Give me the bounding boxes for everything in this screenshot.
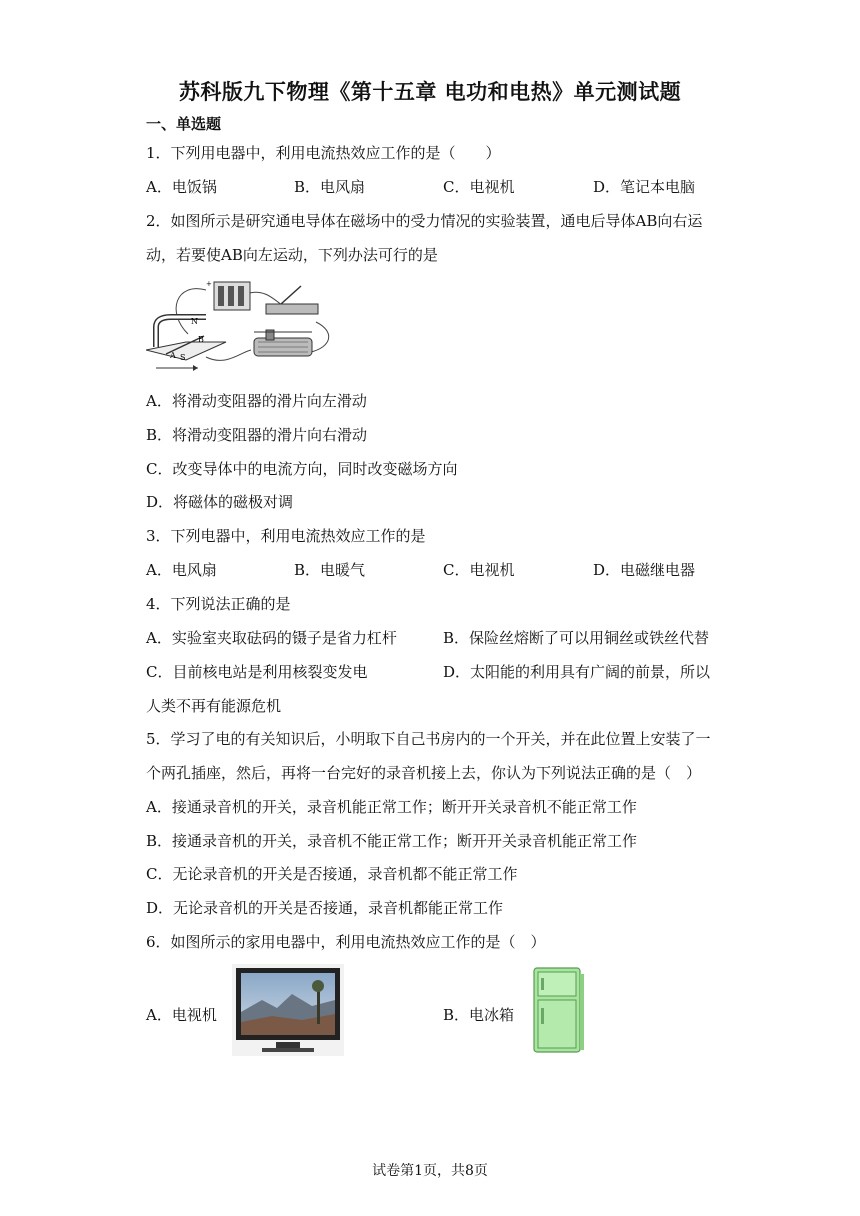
question-2-stem-line2: 动，若要使AB向左运动，下列办法可行的是 <box>146 246 438 264</box>
question-5-stem-line1: 5．学习了电的有关知识后，小明取下自己书房内的一个开关，并在此位置上安装了一 <box>146 730 711 748</box>
television-image <box>232 964 344 1056</box>
q3-option-d: D．电磁继电器 <box>593 561 696 579</box>
question-3-stem: 3．下列电器中，利用电流热效应工作的是 <box>146 527 426 545</box>
q4-option-a: A．实验室夹取砝码的镊子是省力杠杆 <box>146 629 397 647</box>
q4-option-c: C．目前核电站是利用核裂变发电 <box>146 663 368 681</box>
q1-option-a: A．电饭锅 <box>146 178 217 196</box>
q4-option-d-continuation: 人类不再有能源危机 <box>146 697 282 715</box>
q2-option-c: C．改变导体中的电流方向，同时改变磁场方向 <box>146 460 458 478</box>
question-6-stem: 6．如图所示的家用电器中，利用电流热效应工作的是（ ） <box>146 933 546 951</box>
q2-option-b: B．将滑动变阻器的滑片向右滑动 <box>146 426 368 444</box>
svg-text:S: S <box>180 353 186 362</box>
question-2-stem-line1: 2．如图所示是研究通电导体在磁场中的受力情况的实验装置，通电后导体AB向右运 <box>146 212 703 230</box>
section-heading: 一、单选题 <box>146 115 222 133</box>
q6-option-b: B．电冰箱 <box>443 1006 515 1024</box>
q1-option-c: C．电视机 <box>443 178 515 196</box>
q5-option-d: D．无论录音机的开关是否接通，录音机都能正常工作 <box>146 899 504 917</box>
q4-option-b: B．保险丝熔断了可以用铜丝或铁丝代替 <box>443 629 710 647</box>
question-5-stem-line2: 个两孔插座，然后，再将一台完好的录音机接上去，你认为下列说法正确的是（ ） <box>146 764 702 782</box>
q5-option-b: B．接通录音机的开关，录音机不能正常工作；断开开关录音机能正常工作 <box>146 832 638 850</box>
q3-option-b: B．电暖气 <box>294 561 366 579</box>
svg-text:B: B <box>198 335 204 344</box>
q1-option-d: D．笔记本电脑 <box>593 178 696 196</box>
q3-option-a: A．电风扇 <box>146 561 217 579</box>
svg-text:A: A <box>170 351 176 360</box>
refrigerator-image <box>530 966 586 1056</box>
q2-option-a: A．将滑动变阻器的滑片向左滑动 <box>146 392 367 410</box>
q3-option-c: C．电视机 <box>443 561 515 579</box>
question-4-stem: 4．下列说法正确的是 <box>146 595 291 613</box>
q5-option-c: C．无论录音机的开关是否接通，录音机都不能正常工作 <box>146 865 518 883</box>
q2-option-d: D．将磁体的磁极对调 <box>146 493 294 511</box>
q4-option-d: D．太阳能的利用具有广阔的前景，所以 <box>443 663 711 681</box>
magnetic-force-apparatus-figure <box>146 272 336 372</box>
page-title: 苏科版九下物理《第十五章 电功和电热》单元测试题 <box>178 80 682 104</box>
svg-text:+: + <box>206 280 212 288</box>
page-footer: 试卷第1页，共8页 <box>372 1163 488 1179</box>
question-1-stem: 1．下列用电器中，利用电流热效应工作的是（ ） <box>146 144 501 162</box>
svg-text:N: N <box>191 317 198 326</box>
q1-option-b: B．电风扇 <box>294 178 366 196</box>
q6-option-a: A．电视机 <box>146 1006 217 1024</box>
q5-option-a: A．接通录音机的开关，录音机能正常工作；断开开关录音机不能正常工作 <box>146 798 637 816</box>
